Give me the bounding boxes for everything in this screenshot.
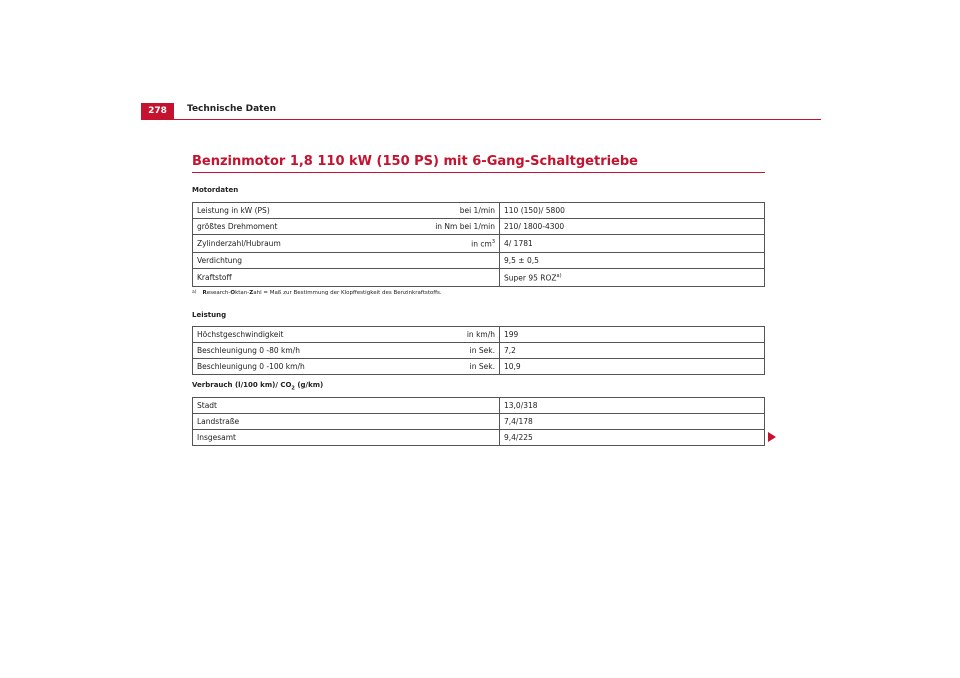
table-row [193,398,765,414]
row-value: 110 (150)/ 5800 [500,203,765,219]
row-label: Beschleunigung 0 -80 km/h [193,343,422,359]
row-label: Höchstgeschwindigkeit [193,327,422,343]
row-unit [421,235,500,253]
table-row [193,359,765,375]
motordaten-table [192,202,765,287]
row-label: größtes Drehmoment [193,219,422,235]
verbrauch-title: Verbrauch (l/100 km)/ CO [192,381,292,389]
row-unit: bei 1/min [421,203,500,219]
row-unit [421,269,500,287]
footnote-text: ahl = Maß zur Bestimmung der Klopffestigkeit des Benzinkraftstoffs. [253,290,442,296]
page-number: 278 [141,103,174,119]
row-value: 9,5 ± 0,5 [500,253,765,269]
footnote-letter-r: R [202,290,207,296]
row-value: 7,2 [500,343,765,359]
row-unit [421,253,500,269]
row-unit: in Sek. [421,343,500,359]
page-heading: Benzinmotor 1,8 110 kW (150 PS) mit 6-Gang-Schaltgetriebe [192,154,638,169]
row-label: Kraftstoff [193,269,422,287]
row-label: Stadt [193,398,500,414]
row-label: Verdichtung [193,253,422,269]
footnote-letter-o: O [230,290,236,296]
row-value: 10,9 [500,359,765,375]
row-unit: in km/h [421,327,500,343]
row-label: Insgesamt [193,430,500,446]
row-unit: in Nm bei 1/min [421,219,500,235]
unit-superscript: 3 [491,238,495,245]
section-title-motordaten: Motordaten [192,186,239,194]
table-row [193,430,765,446]
footnote-letter-z: Z [249,290,254,296]
heading-rule [192,172,765,173]
table-row [193,327,765,343]
page-header [141,103,821,119]
row-label: Zylinderzahl/Hubraum [193,235,422,253]
arrow-right-icon[interactable] [768,432,776,442]
footnote [192,290,442,296]
row-value: 9,4/225 [500,430,765,446]
header-title: Technische Daten [187,104,276,114]
table-row [193,203,765,219]
table-row [193,219,765,235]
verbrauch-table [192,397,765,446]
value-text: Super 95 ROZ [504,273,557,283]
row-unit: in Sek. [421,359,500,375]
section-title-leistung: Leistung [192,311,227,319]
leistung-table [192,326,765,375]
table-row [193,235,765,253]
footnote-text: esearch- [206,290,231,296]
verbrauch-title-sub: 2 [291,385,295,392]
row-value: 7,4/178 [500,414,765,430]
section-title-verbrauch [192,381,323,391]
footnote-text: ktan- [235,290,250,296]
row-value: 13,0/318 [500,398,765,414]
footnote-ref: a) [556,272,562,279]
row-label: Beschleunigung 0 -100 km/h [193,359,422,375]
verbrauch-title-post: (g/km) [294,381,324,389]
table-row [193,343,765,359]
row-label: Landstraße [193,414,500,430]
row-value: 210/ 1800-4300 [500,219,765,235]
table-row [193,269,765,287]
unit-text: in cm [471,239,492,249]
row-label: Leistung in kW (PS) [193,203,422,219]
table-row [193,414,765,430]
row-value [500,269,765,287]
row-value: 199 [500,327,765,343]
header-rule [141,119,821,120]
footnote-mark: a) [192,290,197,295]
table-row [193,253,765,269]
row-value: 4/ 1781 [500,235,765,253]
